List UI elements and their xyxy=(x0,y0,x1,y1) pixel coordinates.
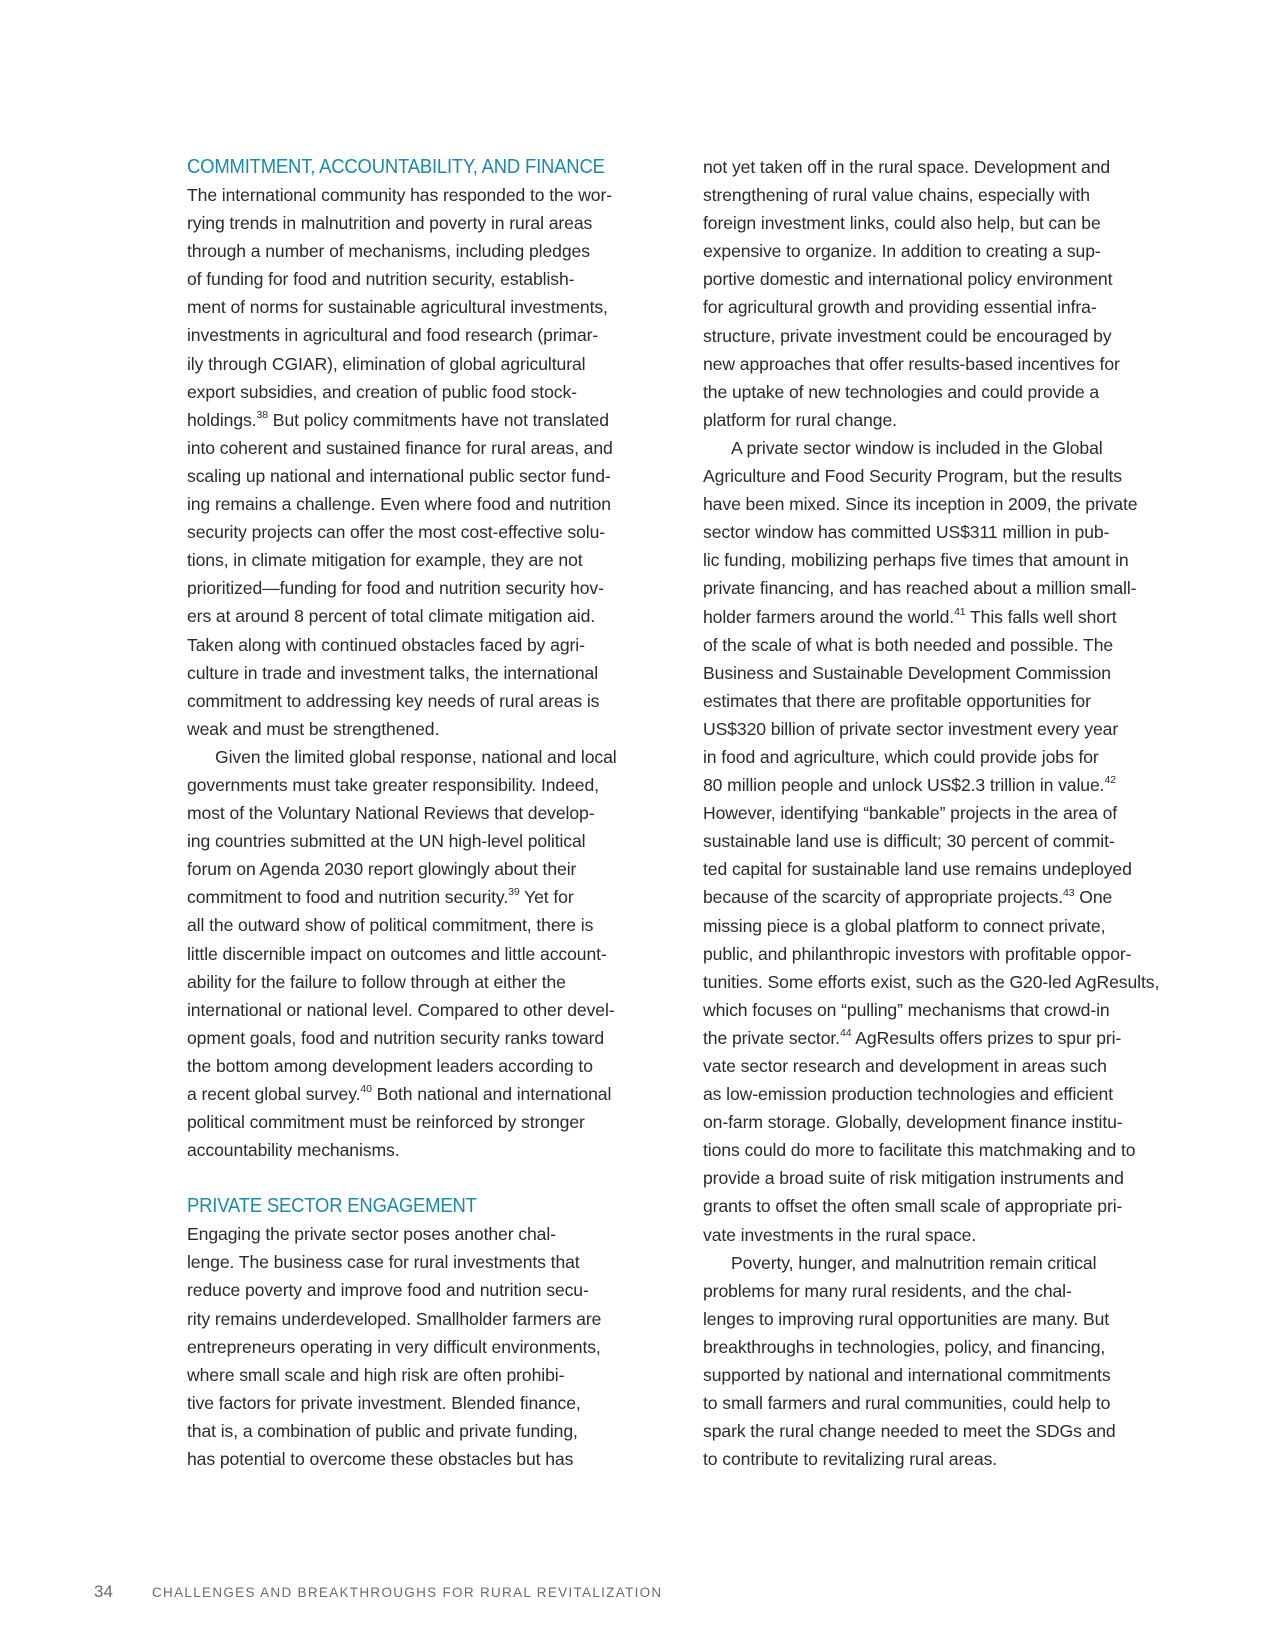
text-line: for agricultural growth and providing essential infra- xyxy=(703,297,1097,318)
text-line: platform for rural change. xyxy=(703,409,897,430)
text-line: of the scale of what is both needed and possible. The xyxy=(703,634,1114,655)
text-line: all the outward show of political commitment, there is xyxy=(187,915,594,936)
text-line: Poverty, hunger, and malnutrition remain critical xyxy=(731,1252,1097,1273)
text-line: tive factors for private investment. Blended finance, xyxy=(187,1392,581,1413)
text-line: missing piece is a global platform to connect private, xyxy=(703,915,1106,936)
footnote-44: 44 xyxy=(839,1027,852,1040)
text-line: political commitment must be reinforced by stronger xyxy=(187,1112,585,1133)
text-line: ily through CGIAR), elimination of global agricultural xyxy=(187,353,586,374)
running-title: CHALLENGES AND BREAKTHROUGHS FOR RURAL REVITALIZATION xyxy=(152,1584,663,1600)
text-line: a recent global survey.$^{40}$ Both national and international xyxy=(187,1083,612,1104)
text-line: lic funding, mobilizing perhaps five times that amount in xyxy=(703,550,1129,571)
text-line: export subsidies, and creation of public food stock- xyxy=(187,381,577,402)
left-column xyxy=(187,153,665,1473)
text-line: culture in trade and investment talks, the international xyxy=(187,662,599,683)
text-line: problems for many rural residents, and the chal- xyxy=(703,1280,1072,1301)
text-line: international or national level. Compared to other devel- xyxy=(187,999,615,1020)
text-line: reduce poverty and improve food and nutrition secu- xyxy=(187,1280,589,1301)
text-line: the bottom among development leaders according to xyxy=(187,1055,593,1076)
text-line: holder farmers around the world.$^{41}$ This falls well short xyxy=(703,605,1117,627)
paragraph-private-sector-2 xyxy=(703,434,1193,1249)
text-line: Business and Sustainable Development Commission xyxy=(703,662,1111,683)
paragraph-private-sector-1 xyxy=(187,1220,665,1473)
text-line: expensive to organize. In addition to creating a sup- xyxy=(703,241,1101,262)
section-heading-private-sector: PRIVATE SECTOR ENGAGEMENT xyxy=(187,1194,477,1218)
text-line: portive domestic and international policy environment xyxy=(703,269,1113,290)
text-line: accountability mechanisms. xyxy=(187,1140,400,1161)
text-line: that is, a combination of public and private funding, xyxy=(187,1420,578,1441)
text-line: ted capital for sustainable land use remains undeployed xyxy=(703,859,1132,880)
text-line: public, and philanthropic investors with profitable oppor- xyxy=(703,943,1132,964)
paragraph-private-sector-1-continued xyxy=(703,153,1193,434)
footnote-39: 39 xyxy=(508,886,520,899)
text-line: US$320 billion of private sector investment every year xyxy=(703,718,1119,739)
text-line: the private sector.$^{44}$ AgResults offers prizes to spur pri- xyxy=(703,1027,1122,1048)
text-line: structure, private investment could be encouraged by xyxy=(703,325,1112,346)
text-line: in food and agriculture, which could provide jobs for xyxy=(703,746,1099,767)
text-line: little discernible impact on outcomes and little account- xyxy=(187,943,607,964)
text-line: security projects can offer the most cost-effective solu- xyxy=(187,522,606,543)
text-line: spark the rural change needed to meet the SDGs and xyxy=(703,1421,1116,1442)
text-line: scaling up national and international public sector fund- xyxy=(187,465,611,486)
text-line: provide a broad suite of risk mitigation instruments and xyxy=(703,1168,1124,1189)
right-column xyxy=(703,153,1193,1473)
text-line: of funding for food and nutrition security, establish- xyxy=(187,269,575,290)
text-line: grants to offset the often small scale of appropriate pri- xyxy=(703,1196,1123,1217)
text-line: Engaging the private sector poses another chal- xyxy=(187,1224,556,1245)
text-line: lenge. The business case for rural investments that xyxy=(187,1252,580,1273)
text-line: investments in agricultural and food research (primar- xyxy=(187,325,599,346)
text-line: sector window has committed US$311 million in pub- xyxy=(703,522,1110,543)
footnote-42: 42 xyxy=(1104,774,1116,787)
text-line: sustainable land use is difficult; 30 percent of commit- xyxy=(703,831,1115,852)
text-line: 80 million people and unlock US$2.3 trillion in value.$^{42}$ xyxy=(703,774,1116,796)
text-line: new approaches that offer results-based incentives for xyxy=(703,353,1120,374)
text-line: forum on Agenda 2030 report glowingly about their xyxy=(187,859,577,880)
text-line: tions, in climate mitigation for example, they are not xyxy=(187,550,583,571)
text-line: because of the scarcity of appropriate projects.$^{43}$ One xyxy=(703,886,1113,908)
text-line: not yet taken off in the rural space. Development and xyxy=(703,157,1111,177)
text-line: ment of norms for sustainable agricultural investments, xyxy=(187,297,608,318)
text-line: The international community has responded to the wor- xyxy=(187,185,612,205)
text-line: vate sector research and development in areas such xyxy=(703,1056,1107,1076)
text-line: estimates that there are profitable opportunities for xyxy=(703,690,1091,711)
text-line: ability for the failure to follow through at either the xyxy=(187,971,566,992)
text-line: tunities. Some efforts exist, such as the G20-led AgResults, xyxy=(703,971,1160,992)
text-line: Taken along with continued obstacles faced by agri- xyxy=(187,634,585,655)
section-heading-commitment: COMMITMENT, ACCOUNTABILITY, AND FINANCE xyxy=(187,155,605,178)
text-line: commitment to addressing key needs of rural areas is xyxy=(187,690,600,711)
paragraph-commitment-1 xyxy=(187,181,665,743)
text-line: lenges to improving rural opportunities are many. But xyxy=(703,1308,1110,1329)
text-line: tions could do more to facilitate this matchmaking and to xyxy=(703,1140,1136,1161)
text-line: entrepreneurs operating in very difficult environments, xyxy=(187,1336,601,1357)
text-line: rying trends in malnutrition and poverty in rural areas xyxy=(187,213,593,234)
text-line: A private sector window is included in the Global xyxy=(731,437,1103,458)
text-line: to contribute to revitalizing rural areas. xyxy=(703,1449,998,1470)
text-line: prioritized—funding for food and nutrition security hov- xyxy=(187,578,604,599)
text-line: breakthroughs in technologies, policy, and financing, xyxy=(703,1336,1106,1357)
paragraph-commitment-2 xyxy=(187,743,665,1164)
text-line: governments must take greater responsibility. Indeed, xyxy=(187,774,599,795)
text-line: into coherent and sustained finance for rural areas, and xyxy=(187,437,613,458)
text-line: However, identifying “bankable” projects in the area of xyxy=(703,803,1118,824)
text-line: through a number of mechanisms, including pledges xyxy=(187,241,590,262)
text-line: weak and must be strengthened. xyxy=(187,718,440,739)
text-line: ers at around 8 percent of total climate mitigation aid. xyxy=(187,606,596,627)
text-line: rity remains underdeveloped. Smallholder farmers are xyxy=(187,1308,602,1329)
text-line: supported by national and international commitments xyxy=(703,1365,1111,1386)
text-line: ing remains a challenge. Even where food and nutrition xyxy=(187,494,611,515)
text-line: ing countries submitted at the UN high-level political xyxy=(187,831,586,852)
text-line: to small farmers and rural communities, could help to xyxy=(703,1393,1111,1414)
text-line: the uptake of new technologies and could provide a xyxy=(703,381,1100,402)
text-line: opment goals, food and nutrition security ranks toward xyxy=(187,1027,605,1048)
page-footer xyxy=(94,1580,662,1604)
text-line: as low-emission production technologies and efficient xyxy=(703,1084,1114,1105)
paragraph-conclusion xyxy=(703,1249,1193,1474)
footnote-38: 38 xyxy=(256,408,269,421)
text-line: Agriculture and Food Security Program, but the results xyxy=(703,466,1123,487)
text-line: most of the Voluntary National Reviews that develop- xyxy=(187,803,595,824)
text-line: Given the limited global response, national and local xyxy=(215,746,617,767)
text-line: where small scale and high risk are often prohibi- xyxy=(187,1364,565,1385)
text-line: holdings.$^{38}$ But policy commitments have not translated xyxy=(187,408,609,430)
text-line: which focuses on “pulling” mechanisms that crowd-in xyxy=(703,999,1110,1020)
text-line: has potential to overcome these obstacles but has xyxy=(187,1449,574,1470)
text-line: strengthening of rural value chains, especially with xyxy=(703,185,1090,206)
footnote-41: 41 xyxy=(954,605,966,618)
text-line: have been mixed. Since its inception in 2009, the private xyxy=(703,494,1138,515)
text-line: commitment to food and nutrition security.$^{39}$ Yet for xyxy=(187,886,574,908)
text-line: private financing, and has reached about a million small- xyxy=(703,578,1137,599)
text-line: on-farm storage. Globally, development finance institu- xyxy=(703,1112,1123,1133)
page-number: 34 xyxy=(94,1582,113,1601)
text-line: foreign investment links, could also help, but can be xyxy=(703,213,1101,234)
text-line: vate investments in the rural space. xyxy=(703,1224,977,1245)
footnote-40: 40 xyxy=(360,1083,372,1096)
footnote-43: 43 xyxy=(1062,886,1075,899)
